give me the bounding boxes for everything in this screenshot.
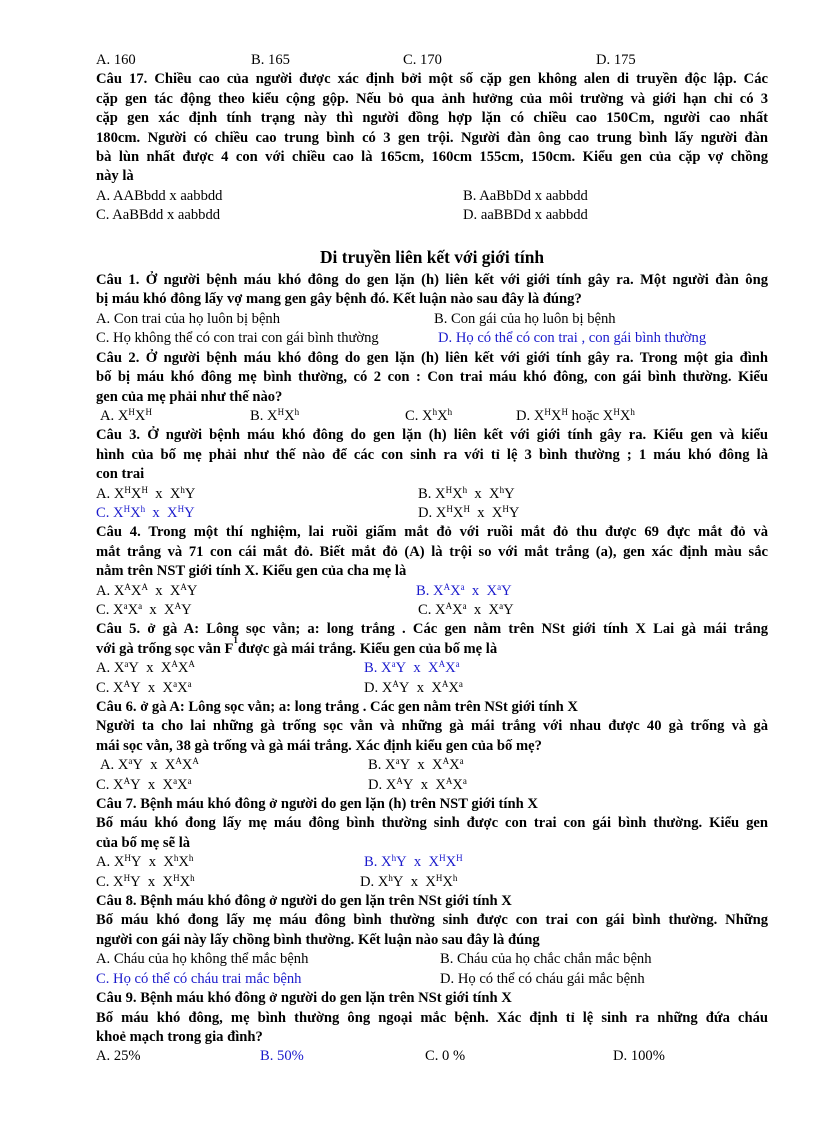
question-text-line: Câu 8. Bệnh máu khó đông ở người do gen lặn trên NSt giới tính X: [96, 893, 512, 910]
question-text-line: Bố máu khó đong lấy mẹ máu đông bình thường sinh được con trai con gái bình thường. Những: [96, 912, 768, 929]
question-8: [96, 892, 768, 989]
question-text-line: Câu 7. Bệnh máu khó đông ở người do gen lặn (h) trên NST giới tính X: [96, 796, 538, 813]
question-4: [96, 523, 768, 620]
question-text-line: Câu 1. Ở người bệnh máu khó đông do gen lặn (h) liên kết với giới tính gây ra. Một người đàn ông: [96, 272, 768, 289]
option-b: B. $X^HX^h$ x $X^hY$: [418, 484, 515, 502]
option-a: A. $X^HX^H$ x $X^hY$: [96, 484, 196, 502]
option-b: B. AaBbDd x aabbdd: [463, 187, 588, 204]
option-c: C. $X^aX^a$ x $X^AY$: [96, 600, 192, 618]
question-text-line: Câu 2. Ở người bệnh máu khó đông do gen lặn (h) liên kết với giới tính gây ra. Trong một gia đình: [96, 349, 768, 366]
question-text-line: gen của mẹ phải như thế nào?: [96, 388, 283, 405]
option-b: B. $X^aY$ x $X^AX^a$: [364, 659, 460, 677]
question-text-line: Người ta cho lai những gà trống sọc vằn và những gà mái trắng với nhau được 40 gà trống và gà: [96, 718, 768, 735]
option-a: A. Con trai của họ luôn bị bệnh: [96, 310, 281, 327]
question-text-line: với gà trống sọc vằn F 1 được gà mái trắng. Kiểu gen của bố mẹ là: [96, 634, 498, 657]
question-text-line: của bố mẹ sẽ là: [96, 834, 191, 851]
option-b: B. 165: [251, 52, 290, 68]
question-text-line: Câu 17. Chiều cao của người được xác định bởi một số cặp gen không alen di truyền độc lập. Các: [96, 71, 768, 88]
option-a: A. $X^HX^H$: [100, 406, 152, 424]
option-c: C. $X^HX^h$ x $X^HY$: [96, 503, 195, 521]
option-d: D. Họ có thể có con trai , con gái bình thường: [438, 330, 707, 347]
question-text-line: nằm trên NST giới tính X. Kiểu gen của cha mẹ là: [96, 563, 407, 580]
option-d: D. 175: [596, 52, 636, 68]
option-c: C. 170: [403, 52, 442, 68]
option-d: D. $X^AY$ x $X^AX^a$: [364, 678, 463, 696]
question-text-line: Bố máu khó đong lấy mẹ máu đông bình thường sinh được con trai con gái bình thường. Kiểu gen: [96, 815, 768, 832]
option-d: D. $X^HX^H$ hoặc $X^HX^h$: [516, 406, 635, 424]
question-text-line: cặp gen tác động theo kiểu cộng gộp. Nếu bỏ qua ảnh hưởng của môi trường và giới hạn chỉ có 3: [96, 90, 768, 107]
option-b: B. 50%: [260, 1048, 304, 1065]
question-text-line: 180cm. Người có chiều cao trung bình có 3 gen trội. Người đàn ông cao trung bình lấy người đàn: [96, 129, 768, 146]
question-text-line: Câu 5. ở gà A: Lông sọc vằn; a: long trắng . Các gen nằm trên NSt giới tính X Lai gà mái trắng: [96, 621, 768, 638]
option-a: A. Cháu của họ không thể mắc bệnh: [96, 951, 309, 968]
question-text-line: mắt trắng và 71 con cái mắt đỏ. Biết mắt đỏ (A) là trội so với mắt trắng (a), gen xác định màu sắc: [96, 543, 768, 560]
question-1: [96, 271, 768, 349]
section-title: Di truyền liên kết với giới tính: [319, 246, 545, 267]
option-b: B. $X^AX^a$ x $X^aY$: [416, 581, 512, 599]
option-a: A. 25%: [96, 1048, 141, 1065]
option-a: A. AABbdd x aabbdd: [96, 187, 223, 204]
option-b: B. $X^HX^h$: [250, 406, 300, 424]
option-d: C. $X^AX^a$ x $X^aY$: [418, 600, 514, 618]
question-text-line: bà lùn nhất được 4 con với chiều cao là 165cm, 160cm 155cm, 150cm. Kiểu gen của cặp vợ chồng: [96, 149, 768, 166]
question-6: [96, 698, 768, 795]
question-text-line: con trai: [96, 466, 145, 483]
question-text-line: khoẻ mạch trong gia đình?: [96, 1028, 263, 1045]
option-d: D. $X^hY$ x $X^HX^h$: [360, 872, 458, 890]
question-text-line: Câu 3. Ở người bệnh máu khó đông do gen lặn (h) liên kết với giới tính gây ra. Kiểu gen và kiểu: [96, 427, 768, 444]
document-page: [96, 51, 768, 1067]
question-9: [96, 989, 768, 1067]
prev-question-options: [96, 51, 768, 70]
option-c: C. $X^AY$ x $X^aX^a$: [96, 775, 192, 793]
option-d: D. $X^HX^H$ x $X^HY$: [418, 503, 520, 521]
question-text-line: mái sọc vằn, 38 gà trống và gà mái trắng. Xác định kiểu gen của bố mẹ?: [96, 737, 542, 754]
question-2: [96, 349, 768, 427]
question-text-line: bị máu khó đông lấy vợ mang gen gây bệnh đó. Kết luận nào sau đây là đúng?: [96, 291, 582, 308]
question-text-line: Câu 4. Trong một thí nghiệm, lai ruồi giấm mắt đỏ với ruồi mắt đỏ thu được 69 đực mắt đỏ và: [96, 524, 768, 541]
option-c: C. Họ có thể có cháu trai mắc bệnh: [96, 970, 302, 987]
option-a: A. $X^aY$ x $X^AX^A$: [100, 756, 199, 774]
option-a: A. $X^AX^A$ x $X^AY$: [96, 581, 198, 599]
option-d: D. 100%: [613, 1048, 665, 1065]
option-a: A. $X^HY$ x $X^hX^h$: [96, 853, 194, 871]
question-text-line: Câu 9. Bệnh máu khó đông ở người do gen lặn trên NSt giới tính X: [96, 990, 512, 1007]
question-3: [96, 426, 768, 523]
option-a: A. 160: [96, 52, 136, 68]
option-c: C. AaBBdd x aabbdd: [96, 207, 221, 224]
option-b: B. $X^aY$ x $X^AX^a$: [368, 756, 464, 774]
option-c: C. $X^hX^h$: [405, 406, 453, 424]
option-a: A. $X^aY$ x $X^AX^A$: [96, 659, 195, 677]
question-text-line: Bố máu khó đông, mẹ bình thường ông ngoại mắc bệnh. Xác định tỉ lệ sinh ra những đứa cháu: [96, 1009, 768, 1026]
option-d: D. Họ có thể có cháu gái mắc bệnh: [440, 970, 645, 987]
option-d: D. aaBBDd x aabbdd: [463, 207, 588, 224]
question-7: [96, 795, 768, 892]
option-b: B. Con gái của họ luôn bị bệnh: [434, 310, 616, 327]
question-text-line: người con gái này lấy chồng bình thường. Kết luận nào sau đây là đúng: [96, 931, 540, 948]
question-17: [96, 70, 768, 225]
option-c: C. Họ không thể có con trai con gái bình thường: [96, 330, 379, 347]
question-text-line: Câu 6. ở gà A: Lông sọc vằn; a: long trắng . Các gen nằm trên NSt giới tính X: [96, 699, 578, 715]
option-c: C. $X^HY$ x $X^HX^h$: [96, 872, 195, 890]
option-b: B. $X^hY$ x $X^HX^H$: [364, 853, 463, 871]
option-b: B. Cháu của họ chắc chắn mắc bệnh: [440, 951, 652, 968]
option-d: D. $X^AY$ x $X^AX^a$: [368, 775, 467, 793]
option-c: C. $X^AY$ x $X^aX^a$: [96, 678, 192, 696]
option-c: C. 0 %: [425, 1048, 466, 1065]
question-text-line: hình của bố mẹ phải như thế nào để các con sinh ra với tỉ lệ 3 bình thường ; 1 máu khó đông là: [96, 446, 768, 463]
question-5: [96, 620, 768, 698]
question-text-line: này là: [96, 168, 134, 185]
question-text-line: cặp gen xác định tính trạng này thì người đồng hợp lặn có chiều cao 150Cm, người cao nhất: [96, 110, 768, 127]
question-text-line: bố bị máu khó đông mẹ bình thường, có 2 con : Con trai máu khó đông, con gái bình thường. Kiểu: [96, 369, 768, 386]
